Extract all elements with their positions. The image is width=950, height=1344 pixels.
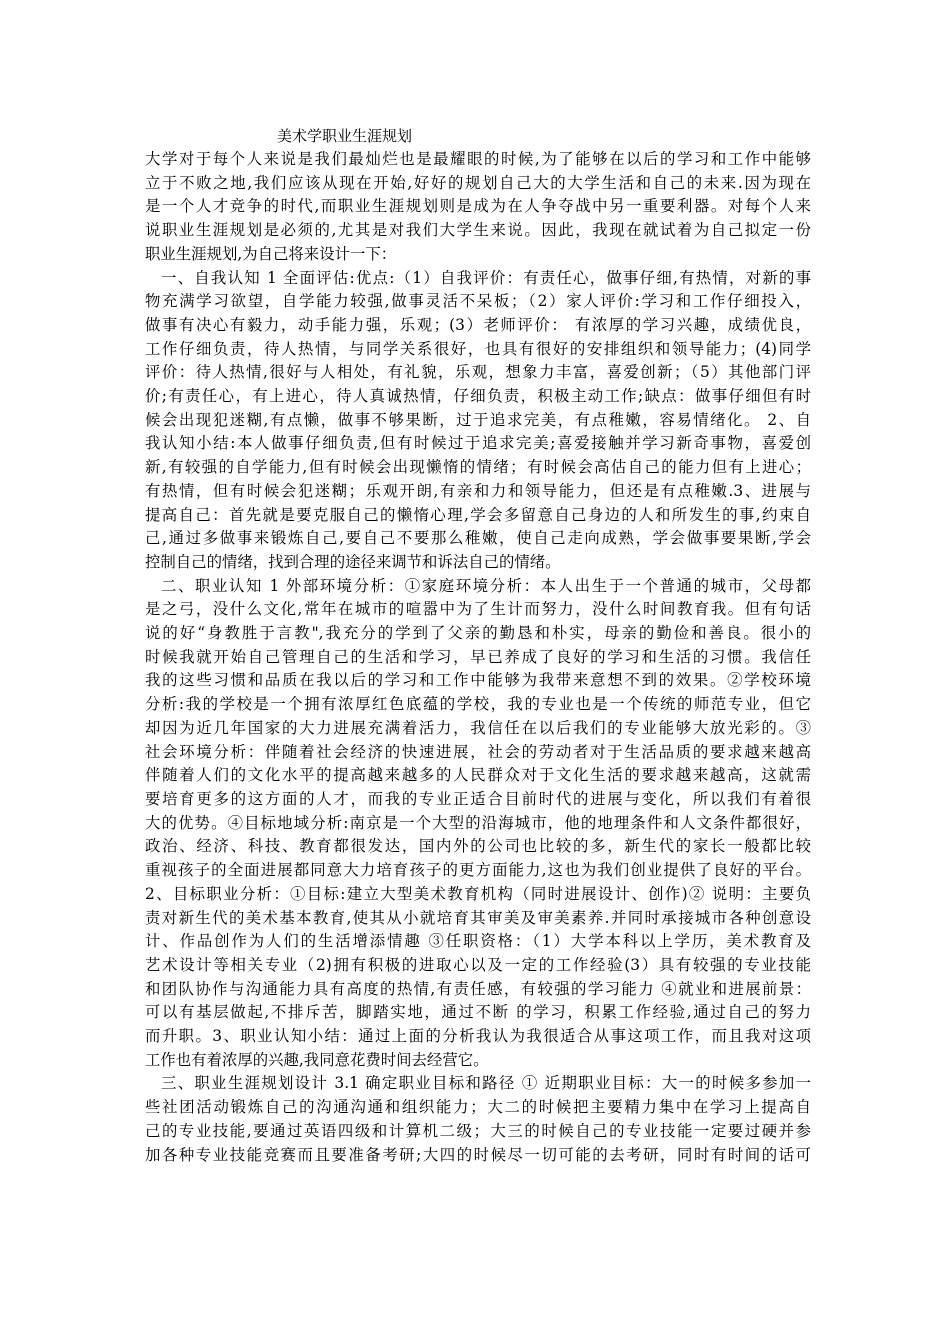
body-line: 控制自己的情绪，找到合理的途径来调节和诉法自己的情绪。 (145, 552, 561, 571)
body-line: 评价：待人热情,很好与人相处，有礼貌，乐观，想象力丰富，喜爱创新；（5）其他部门评 (145, 363, 811, 382)
body-line: 是之弓，没什么文化,常年在城市的喧嚣中为了生计而努力，没什么时间教育我。但有句话 (145, 600, 811, 619)
body-line: 加各种专业技能竞赛而且要准备考研;大四的时候尽一切可能的去考研，同时有时间的话可 (145, 1145, 811, 1164)
body-line: 重视孩子的全面进展都同意大力培育孩子的更方面能力,这也为我们创业提供了良好的平台。 (145, 861, 811, 880)
body-line: 新,有较强的自学能力,但有时候会出现懒惰的情绪；有时候会高估自己的能力但有上进心； (145, 458, 811, 477)
body-line: 和团队协作与沟通能力具有高度的热情,有责任感，有较强的学习能力 ④就业和进展前景： (145, 979, 811, 998)
body-line: 说职业生涯规划是必须的,尤其是对我们大学生来说。因此，我现在就试着为自己拟定一份 (145, 221, 811, 240)
body-line: 职业生涯规划,为自己将来设计一下： (145, 244, 397, 263)
body-line: 却因为近几年国家的大力进展充满着活力，我信任在以后我们的专业能够大放光彩的。③ (145, 718, 811, 737)
body-line: 伴随着人们的文化水平的提高越来越多的人民群众对于文化生活的要求越来越高，这就需 (145, 766, 811, 785)
body-line: 候会出现犯迷糊,有点懒，做事不够果断，过于追求完美，有点稚嫩，容易情绪化。 2、自 (145, 410, 811, 429)
body-line: 一、自我认知 1 全面评估:优点:（1）自我评价：有责任心，做事仔细,有热情，对新的事 (161, 268, 811, 287)
document-body (145, 148, 811, 1167)
body-line: 政治、经济、科技、教育都很发达，国内外的公司也比较的多，新生代的家长一般都比较 (145, 837, 811, 856)
body-line: 时候我就开始自己管理自己的生活和学习，早已养成了良好的学习和生活的习惯。我信任 (145, 647, 811, 666)
body-line: 而升职。3、职业认知小结：通过上面的分析我认为我很适合从事这项工作，而且我对这项 (145, 1027, 811, 1046)
body-line: 要培育更多的这方面的人才，而我的专业正适合目前时代的进展与变化，所以我们有着很 (145, 789, 811, 808)
body-line: 己,通过多做事来锻炼自己,要自己不要那么稚嫩，使自己走向成熟，学会做事要果断,学会 (145, 529, 811, 548)
document-title: 美术学职业生涯规划 (277, 127, 413, 145)
body-line: 工作也有着浓厚的兴趣,我同意花费时间去经营它。 (145, 1050, 489, 1069)
body-line: 三、职业生涯规划设计 3.1 确定职业目标和路径 ① 近期职业目标：大一的时候多参加一 (161, 1074, 811, 1093)
body-line: 2、目标职业分析：①目标:建立大型美术教育机构（同时进展设计、创作)② 说明：主要负 (145, 884, 811, 903)
body-line: 物充满学习欲望，自学能力较强,做事灵活不呆板；（2）家人评价:学习和工作仔细投入， (145, 292, 811, 311)
body-line: 我的这些习惯和品质在我以后的学习和工作中能够为我带来意想不到的效果。②学校环境 (145, 671, 811, 690)
body-line: 提高自己：首先就是要克服自己的懒惰心理,学会多留意自己身边的人和所发生的事,约束自 (145, 505, 811, 524)
body-line: 可以有基层做起,不排斥苦，脚踏实地，通过不断 的学习，积累工作经验,通过自己的努力 (145, 1003, 811, 1022)
body-line: 艺术设计等相关专业（2)拥有积极的进取心以及一定的工作经验(3）具有较强的专业技能 (145, 955, 811, 974)
body-line: 些社团活动锻炼自己的沟通沟通和组织能力；大二的时候把主要精力集中在学习上提高自 (145, 1098, 811, 1117)
body-line: 立于不败之地,我们应该从现在开始,好好的规划自己大的大学生活和自己的未来.因为现在 (145, 173, 811, 192)
body-line: 工作仔细负责，待人热情，与同学关系很好，也具有很好的安排组织和领导能力；(4)同学 (145, 339, 811, 358)
body-line: 价;有责任心，有上进心，待人真诚热情，仔细负责，积极主动工作;缺点：做事仔细但有时 (145, 387, 811, 406)
body-line: 是一个人才竞争的时代,而职业生涯规划则是成为在人争夺战中另一重要利器。对每个人来 (145, 197, 811, 216)
body-line: 说的好“身教胜于言教",我充分的学到了父亲的勤恳和朴实，母亲的勤俭和善良。很小的 (145, 624, 811, 643)
body-line: 做事有决心有毅力，动手能力强，乐观；(3）老师评价： 有浓厚的学习兴趣，成绩优良， (145, 315, 811, 334)
body-line: 己的专业技能,要通过英语四级和计算机二级；大三的时候自己的专业技能一定要过硬并参 (145, 1121, 811, 1140)
body-line: 我认知小结:本人做事仔细负责,但有时候过于追求完美;喜爱接触并学习新奇事物，喜爱创 (145, 434, 811, 453)
body-line: 二、职业认知 1 外部环境分析：①家庭环境分析：本人出生于一个普通的城市，父母都 (161, 576, 811, 595)
body-line: 有热情，但有时候会犯迷糊；乐观开朗,有亲和力和领导能力，但还是有点稚嫩.3、进展与 (145, 481, 811, 500)
body-line: 责对新生代的美术基本教育,使其从小就培育其审美及审美素养.并同时承接城市各种创意设 (145, 908, 811, 927)
body-line: 计、作品创作为人们的生活增添情趣 ③任职资格：（1）大学本科以上学历，美术教育及 (145, 932, 811, 951)
body-line: 分析:我的学校是一个拥有浓厚红色底蕴的学校，我的专业也是一个传统的师范专业，但它 (145, 695, 811, 714)
body-line: 大的优势。④目标地域分析:南京是一个大型的沿海城市，他的地理条件和人文条件都很好， (145, 813, 811, 832)
body-line: 大学对于每个人来说是我们最灿烂也是最耀眼的时候,为了能够在以后的学习和工作中能够 (145, 150, 811, 168)
body-line: 社会环境分析：伴随着社会经济的快速进展，社会的劳动者对于生活品质的要求越来越高 (145, 742, 811, 761)
